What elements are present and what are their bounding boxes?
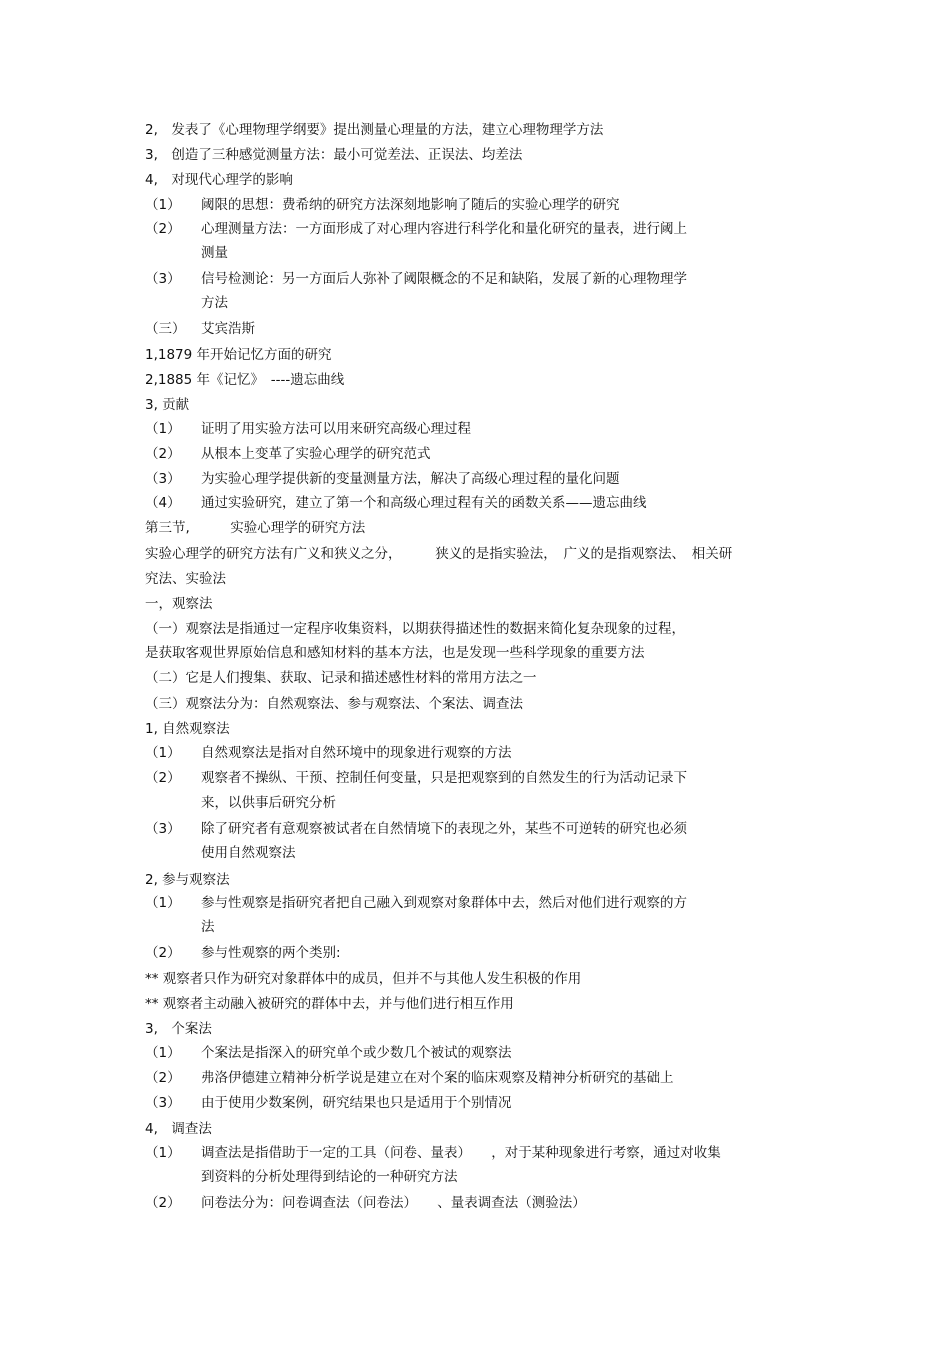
list-item-text: 参与性观察的两个类别:: [201, 945, 341, 961]
list-number: （2）: [145, 770, 181, 786]
list-number: （1）: [145, 421, 181, 437]
text-line: 2, 发表了《心理物理学纲要》提出测量心理量的方法，建立心理物理学方法: [145, 122, 604, 138]
text-line: 究法、实验法: [145, 571, 226, 587]
list-number: （1）: [145, 895, 181, 911]
list-item-text: 信号检测论：另一方面后人弥补了阈限概念的不足和缺陷，发展了新的心理物理学: [201, 271, 687, 287]
list-number: （2）: [145, 446, 181, 462]
list-item-text: 自然观察法是指对自然环境中的现象进行观察的方法: [201, 745, 512, 761]
list-number: （2）: [145, 1195, 181, 1211]
list-item-text: 法: [201, 919, 215, 935]
list-number: （2）: [145, 945, 181, 961]
list-item-text: 弗洛伊德建立精神分析学说是建立在对个案的临床观察及精神分析研究的基础上: [201, 1070, 674, 1086]
list-item-text: 心理测量方法：一方面形成了对心理内容进行科学化和量化研究的量表，进行阈上: [201, 221, 687, 237]
list-item-text: 从根本上变革了实验心理学的研究范式: [201, 446, 431, 462]
list-item-text: 使用自然观察法: [201, 845, 296, 861]
text-line: 是获取客观世界原始信息和感知材料的基本方法，也是发现一些科学现象的重要方法: [145, 645, 645, 661]
list-item-text: 问卷法分为：问卷调查法（问卷法） 、量表调查法（测验法）: [201, 1195, 586, 1211]
text-line: 3, 个案法: [145, 1021, 212, 1037]
list-item-text: 测量: [201, 245, 228, 261]
list-number: （4）: [145, 495, 181, 511]
text-line: （一）观察法是指通过一定程序收集资料，以期获得描述性的数据来简化复杂现象的过程，: [145, 621, 685, 637]
list-item-text: 除了研究者有意观察被试者在自然情境下的表现之外，某些不可逆转的研究也必须: [201, 821, 687, 837]
text-line: （三）观察法分为：自然观察法、参与观察法、个案法、调查法: [145, 696, 523, 712]
text-line: 4, 调查法: [145, 1121, 212, 1137]
list-number: （2）: [145, 1070, 181, 1086]
text-line: 4, 对现代心理学的影响: [145, 172, 293, 188]
section-heading: 艾宾浩斯: [201, 321, 255, 337]
list-item-text: 证明了用实验方法可以用来研究高级心理过程: [201, 421, 471, 437]
list-item-text: 方法: [201, 295, 228, 311]
list-item-text: 个案法是指深入的研究单个或少数几个被试的观察法: [201, 1045, 512, 1061]
text-line: 1, 自然观察法: [145, 721, 230, 737]
list-item-text: 通过实验研究，建立了第一个和高级心理过程有关的函数关系——遗忘曲线: [201, 495, 647, 511]
list-item-text: 由于使用少数案例，研究结果也只是适用于个别情况: [201, 1095, 512, 1111]
text-line: 3, 创造了三种感觉测量方法：最小可觉差法、正误法、均差法: [145, 147, 523, 163]
section-heading: 一，观察法: [145, 596, 213, 612]
list-item-text: 参与性观察是指研究者把自己融入到观察对象群体中去，然后对他们进行观察的方: [201, 895, 687, 911]
text-line: 2, 参与观察法: [145, 872, 230, 888]
list-number: （1）: [145, 1045, 181, 1061]
list-number: （3）: [145, 471, 181, 487]
list-number: （三）: [145, 321, 186, 337]
list-item-text: 到资料的分析处理得到结论的一种研究方法: [201, 1169, 458, 1185]
list-item-text: 阈限的思想：费希纳的研究方法深刻地影响了随后的实验心理学的研究: [201, 197, 620, 213]
text-line: ** 观察者主动融入被研究的群体中去，并与他们进行相互作用: [145, 996, 514, 1012]
chapter-heading: 第三节, 实验心理学的研究方法: [145, 520, 366, 536]
list-number: （3）: [145, 271, 181, 287]
text-line: 2,1885 年《记忆》 ----遗忘曲线: [145, 372, 345, 388]
text-line: 3, 贡献: [145, 397, 190, 413]
list-item-text: 为实验心理学提供新的变量测量方法，解决了高级心理过程的量化问题: [201, 471, 620, 487]
list-number: （3）: [145, 821, 181, 837]
list-item-text: 来，以供事后研究分析: [201, 795, 336, 811]
text-line: 实验心理学的研究方法有广义和狭义之分， 狭义的是指实验法， 广义的是指观察法、 相关研: [145, 546, 733, 562]
list-number: （1）: [145, 1145, 181, 1161]
list-item-text: 观察者不操纵、干预、控制任何变量，只是把观察到的自然发生的行为活动记录下: [201, 770, 687, 786]
list-number: （1）: [145, 745, 181, 761]
list-number: （3）: [145, 1095, 181, 1111]
text-line: 1,1879 年开始记忆方面的研究: [145, 347, 332, 363]
list-number: （2）: [145, 221, 181, 237]
list-number: （1）: [145, 197, 181, 213]
text-line: ** 观察者只作为研究对象群体中的成员，但并不与其他人发生积极的作用: [145, 971, 582, 987]
list-item-text: 调查法是指借助于一定的工具（问卷、量表） ，对于某种现象进行考察，通过对收集: [201, 1145, 721, 1161]
text-line: （二）它是人们搜集、获取、记录和描述感性材料的常用方法之一: [145, 670, 537, 686]
